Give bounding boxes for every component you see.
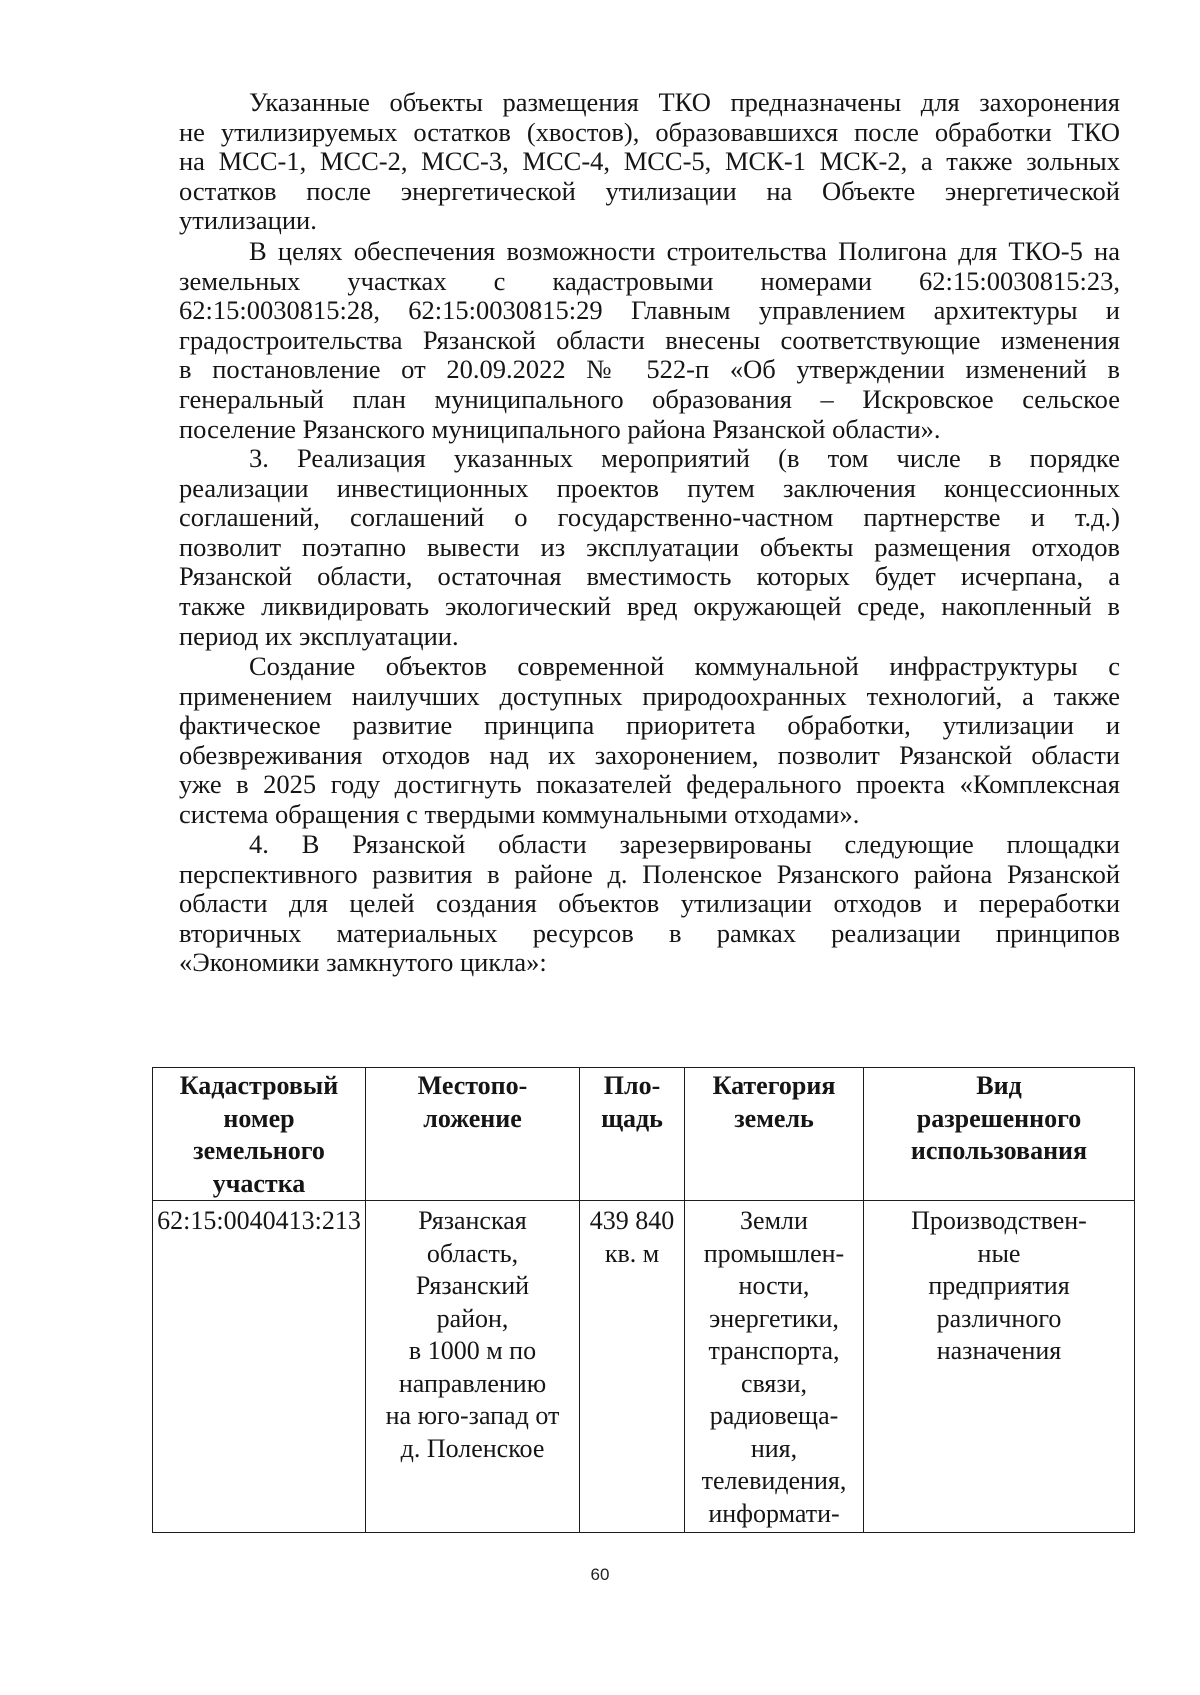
cell-land-category: [685, 1201, 864, 1533]
cell-line: ности,: [738, 1271, 810, 1300]
cell-line: энергетики,: [709, 1303, 839, 1333]
cell-line: Производствен-: [911, 1206, 1087, 1235]
cell-line: назначения: [936, 1336, 1062, 1365]
page-number: 60: [590, 1565, 610, 1584]
paragraph-line: 62:15:0030815:28, 62:15:0030815:29 Главным управлением архитектуры и: [179, 295, 1120, 326]
cell-line: на юго-запад от: [385, 1401, 560, 1430]
header-cadastral-number: [153, 1068, 366, 1201]
header-location: [366, 1068, 580, 1201]
paragraph-line: также ликвидировать экологический вред окружающей среде, накопленный в: [179, 590, 1120, 621]
paragraph-line: соглашений, соглашений о государственно-частном партнерстве и т.д.): [179, 502, 1120, 533]
header-land-category: [685, 1068, 864, 1201]
cell-area: [580, 1201, 685, 1533]
header-area: [580, 1068, 685, 1201]
paragraph-line: применением наилучших доступных природоохранных технологий, а также: [179, 680, 1120, 711]
paragraph-line: области для целей создания объектов утилизации отходов и переработки: [179, 888, 1120, 919]
cell-cadastral-number: [153, 1201, 366, 1533]
cell-line: участка: [212, 1168, 306, 1198]
paragraph-3: [179, 444, 1120, 651]
cell-line: Земли: [740, 1206, 808, 1235]
paragraph-line: утилизации.: [179, 205, 317, 236]
paragraph-line: «Экономики замкнутого цикла»:: [179, 947, 547, 978]
cell-line: номер: [223, 1103, 295, 1133]
cell-line: промышлен-: [703, 1238, 845, 1268]
cell-line: 62:15:0040413:213: [157, 1206, 361, 1235]
cell-line: направлению: [398, 1368, 547, 1398]
paragraph-line: 4. В Рязанской области зарезервированы следующие площадки: [249, 829, 1120, 859]
paragraph-line: остатков после энергетической утилизации на Объекте энергетической: [179, 175, 1120, 206]
table-header-row: [153, 1068, 1135, 1201]
table-row: [153, 1201, 1135, 1533]
paragraph-line: генеральный план муниципального образования – Искровское сельское: [179, 383, 1120, 414]
cell-line: различного: [936, 1303, 1062, 1333]
paragraph-5: [179, 830, 1120, 978]
paragraph-line: уже в 2025 году достигнуть показателей федерального проекта «Комплексная: [179, 769, 1120, 800]
cell-line: Рязанская: [418, 1206, 527, 1235]
paragraph-line: перспективного развития в районе д. Поленское Рязанского района Рязанской: [179, 858, 1120, 889]
cell-line: связи,: [740, 1368, 808, 1398]
paragraph-line: позволит поэтапно вывести из эксплуатации объекты размещения отходов: [179, 531, 1120, 562]
paragraph-line: В целях обеспечения возможности строительства Полигона для ТКО-5 на: [249, 236, 1120, 266]
paragraph-line: реализации инвестиционных проектов путем заключения концессионных: [179, 472, 1120, 503]
cell-line: использования: [910, 1136, 1088, 1165]
paragraph-line: Указанные объекты размещения ТКО предназначены для захоронения: [249, 87, 1120, 117]
cell-line: транспорта,: [708, 1336, 840, 1365]
cell-line: разрешенного: [916, 1103, 1082, 1133]
header-permitted-use: [864, 1068, 1135, 1201]
cell-line: Пло-: [603, 1071, 661, 1100]
paragraph-line: поселение Рязанского муниципального района Рязанской области».: [179, 413, 941, 444]
paragraph-line: не утилизируемых остатков (хвостов), образовавшихся после обработки ТКО: [179, 116, 1120, 147]
land-plots-table: [152, 1067, 1135, 1533]
cell-line: Рязанский: [415, 1271, 530, 1300]
cell-line: район,: [436, 1303, 509, 1333]
cell-line: область,: [426, 1238, 519, 1268]
paragraph-line: на МСС-1, МСС-2, МСС-3, МСС-4, МСС-5, МСК-1 МСК-2, а также зольных: [179, 146, 1120, 177]
paragraph-line: обезвреживания отходов над их захоронением, позволит Рязанской области: [179, 739, 1120, 770]
paragraph-line: Создание объектов современной коммунальной инфраструктуры с: [249, 651, 1120, 681]
paragraph-line: вторичных материальных ресурсов в рамках реализации принципов: [179, 917, 1120, 948]
paragraph-line: в постановление от 20.09.2022 № 522-п «Об утверждении изменений в: [179, 354, 1120, 385]
cell-line: щадь: [601, 1103, 663, 1133]
paragraph-line: Рязанской области, остаточная вместимость которых будет исчерпана, а: [179, 561, 1120, 592]
cell-line: д. Поленское: [400, 1433, 545, 1463]
cell-line: Вид: [976, 1071, 1022, 1100]
cell-line: в 1000 м по: [408, 1336, 537, 1365]
cell-line: радиовеща-: [709, 1401, 839, 1430]
paragraph-line: период их эксплуатации.: [179, 620, 459, 651]
paragraph-line: система обращения с твердыми коммунальными отходами».: [179, 798, 860, 829]
paragraph-2: [179, 237, 1120, 444]
cell-line: предприятия: [928, 1271, 1070, 1300]
cell-line: ные: [977, 1238, 1021, 1268]
paragraph-line: градостроительства Рязанской области внесены соответствующие изменения: [179, 324, 1120, 355]
cell-line: земельного: [193, 1136, 325, 1165]
cell-line: информати-: [708, 1498, 840, 1528]
paragraph-line: земельных участках с кадастровыми номерами 62:15:0030815:23,: [179, 265, 1120, 296]
cell-line: 439 840: [589, 1206, 675, 1235]
cell-line: Кадастровый: [179, 1071, 339, 1100]
cell-line: Местопо-: [417, 1071, 528, 1100]
cell-permitted-use: [864, 1201, 1135, 1533]
cell-location: [366, 1201, 580, 1533]
paragraph-line: 3. Реализация указанных мероприятий (в том числе в порядке: [249, 443, 1120, 473]
cell-line: кв. м: [604, 1238, 660, 1268]
paragraph-4: [179, 652, 1120, 830]
cell-line: Категория: [712, 1071, 836, 1100]
cell-line: телевидения,: [701, 1466, 847, 1495]
cell-line: земель: [734, 1103, 814, 1133]
cell-line: ния,: [750, 1433, 798, 1463]
paragraph-line: фактическое развитие принципа приоритета обработки, утилизации и: [179, 710, 1120, 741]
paragraph-1: [179, 88, 1120, 236]
cell-line: ложение: [423, 1103, 522, 1133]
